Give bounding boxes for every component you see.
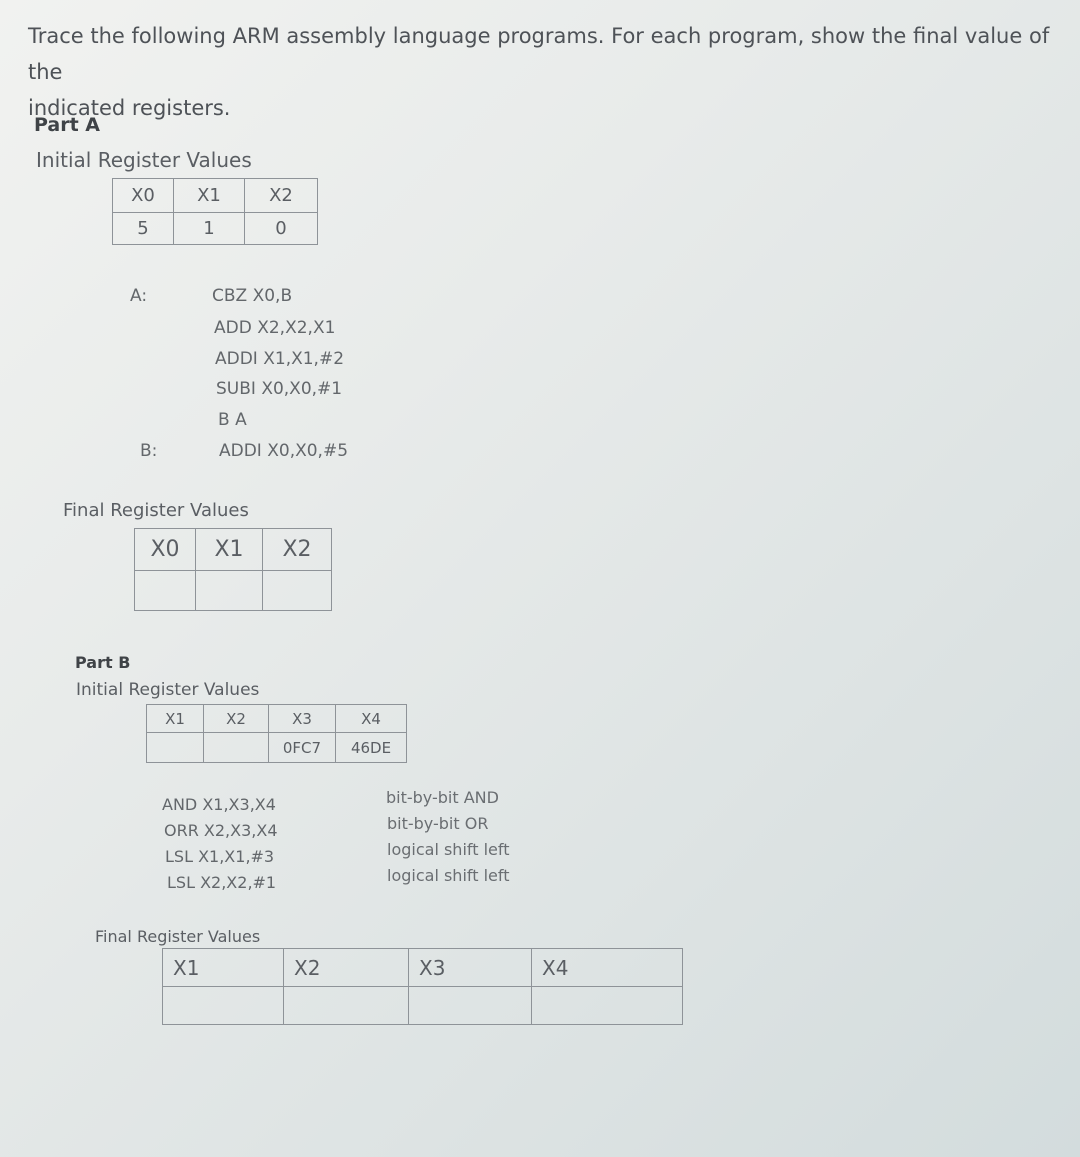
part-b-initial-header-x1: X1	[147, 705, 204, 733]
part-b-code-line-1: AND X1,X3,X4	[162, 795, 276, 814]
part-a-code-line-1: CBZ X0,B	[212, 286, 293, 306]
part-b-note-4: logical shift left	[387, 866, 510, 885]
part-b-final-value-x3[interactable]	[409, 987, 532, 1025]
part-b-note-2: bit-by-bit OR	[387, 814, 489, 833]
part-a-title: Part A	[34, 114, 101, 136]
part-b-final-value-x2[interactable]	[284, 987, 409, 1025]
part-b-initial-value-x2	[204, 733, 269, 763]
part-a-final-header-x1: X1	[196, 529, 263, 571]
part-a-initial-table	[112, 178, 318, 245]
part-a-code-line-3: ADDI X1,X1,#2	[215, 349, 345, 369]
part-b-code-line-4: LSL X2,X2,#1	[167, 873, 277, 892]
part-b-initial-value-x4: 46DE	[336, 733, 407, 763]
part-b-note-3: logical shift left	[387, 840, 510, 859]
part-a-final-value-x0[interactable]	[135, 571, 196, 611]
instructions-line-1: Trace the following ARM assembly language programs. For each program, show the final value of the	[28, 24, 1050, 84]
label-b: B:	[140, 441, 158, 461]
part-a-initial-value-x0: 5	[113, 213, 174, 245]
part-b-initial-header-x2: X2	[204, 705, 269, 733]
part-b-final-header-x4: X4	[532, 949, 683, 987]
part-a-final-header-x0: X0	[135, 529, 196, 571]
part-b-initial-label: Initial Register Values	[76, 680, 260, 700]
part-a-final-value-x2[interactable]	[263, 571, 332, 611]
part-a-final-value-x1[interactable]	[196, 571, 263, 611]
instructions-text	[28, 18, 1078, 126]
part-b-initial-value-x3: 0FC7	[269, 733, 336, 763]
label-a: A:	[130, 286, 148, 306]
part-b-final-value-x1[interactable]	[163, 987, 284, 1025]
part-b-initial-header-x3: X3	[269, 705, 336, 733]
part-a-initial-header-x0: X0	[113, 179, 174, 213]
part-a-final-label: Final Register Values	[63, 500, 249, 521]
part-b-initial-value-x1	[147, 733, 204, 763]
part-a-initial-value-x1: 1	[174, 213, 245, 245]
part-b-final-table	[162, 948, 683, 1025]
part-b-title: Part B	[75, 653, 131, 672]
part-b-initial-header-x4: X4	[336, 705, 407, 733]
part-b-final-label: Final Register Values	[95, 927, 261, 946]
part-b-final-header-x2: X2	[284, 949, 409, 987]
part-a-initial-value-x2: 0	[245, 213, 318, 245]
part-b-note-1: bit-by-bit AND	[386, 788, 499, 807]
part-b-code-line-3: LSL X1,X1,#3	[165, 847, 275, 866]
part-a-final-header-x2: X2	[263, 529, 332, 571]
part-a-initial-header-x2: X2	[245, 179, 318, 213]
part-b-final-header-x3: X3	[409, 949, 532, 987]
part-a-code-line-6: ADDI X0,X0,#5	[219, 441, 349, 461]
instructions-line-2: indicated registers.	[28, 96, 231, 120]
part-b-final-value-x4[interactable]	[532, 987, 683, 1025]
part-b-final-header-x1: X1	[163, 949, 284, 987]
part-a-code-line-4: SUBI X0,X0,#1	[216, 379, 343, 399]
part-a-initial-header-x1: X1	[174, 179, 245, 213]
part-a-code-line-5: B A	[218, 410, 247, 430]
part-a-final-table	[134, 528, 332, 611]
part-a-code-line-2: ADD X2,X2,X1	[214, 318, 336, 338]
part-b-code-line-2: ORR X2,X3,X4	[164, 821, 278, 840]
part-b-initial-table	[146, 704, 407, 763]
part-a-initial-label: Initial Register Values	[36, 148, 252, 172]
